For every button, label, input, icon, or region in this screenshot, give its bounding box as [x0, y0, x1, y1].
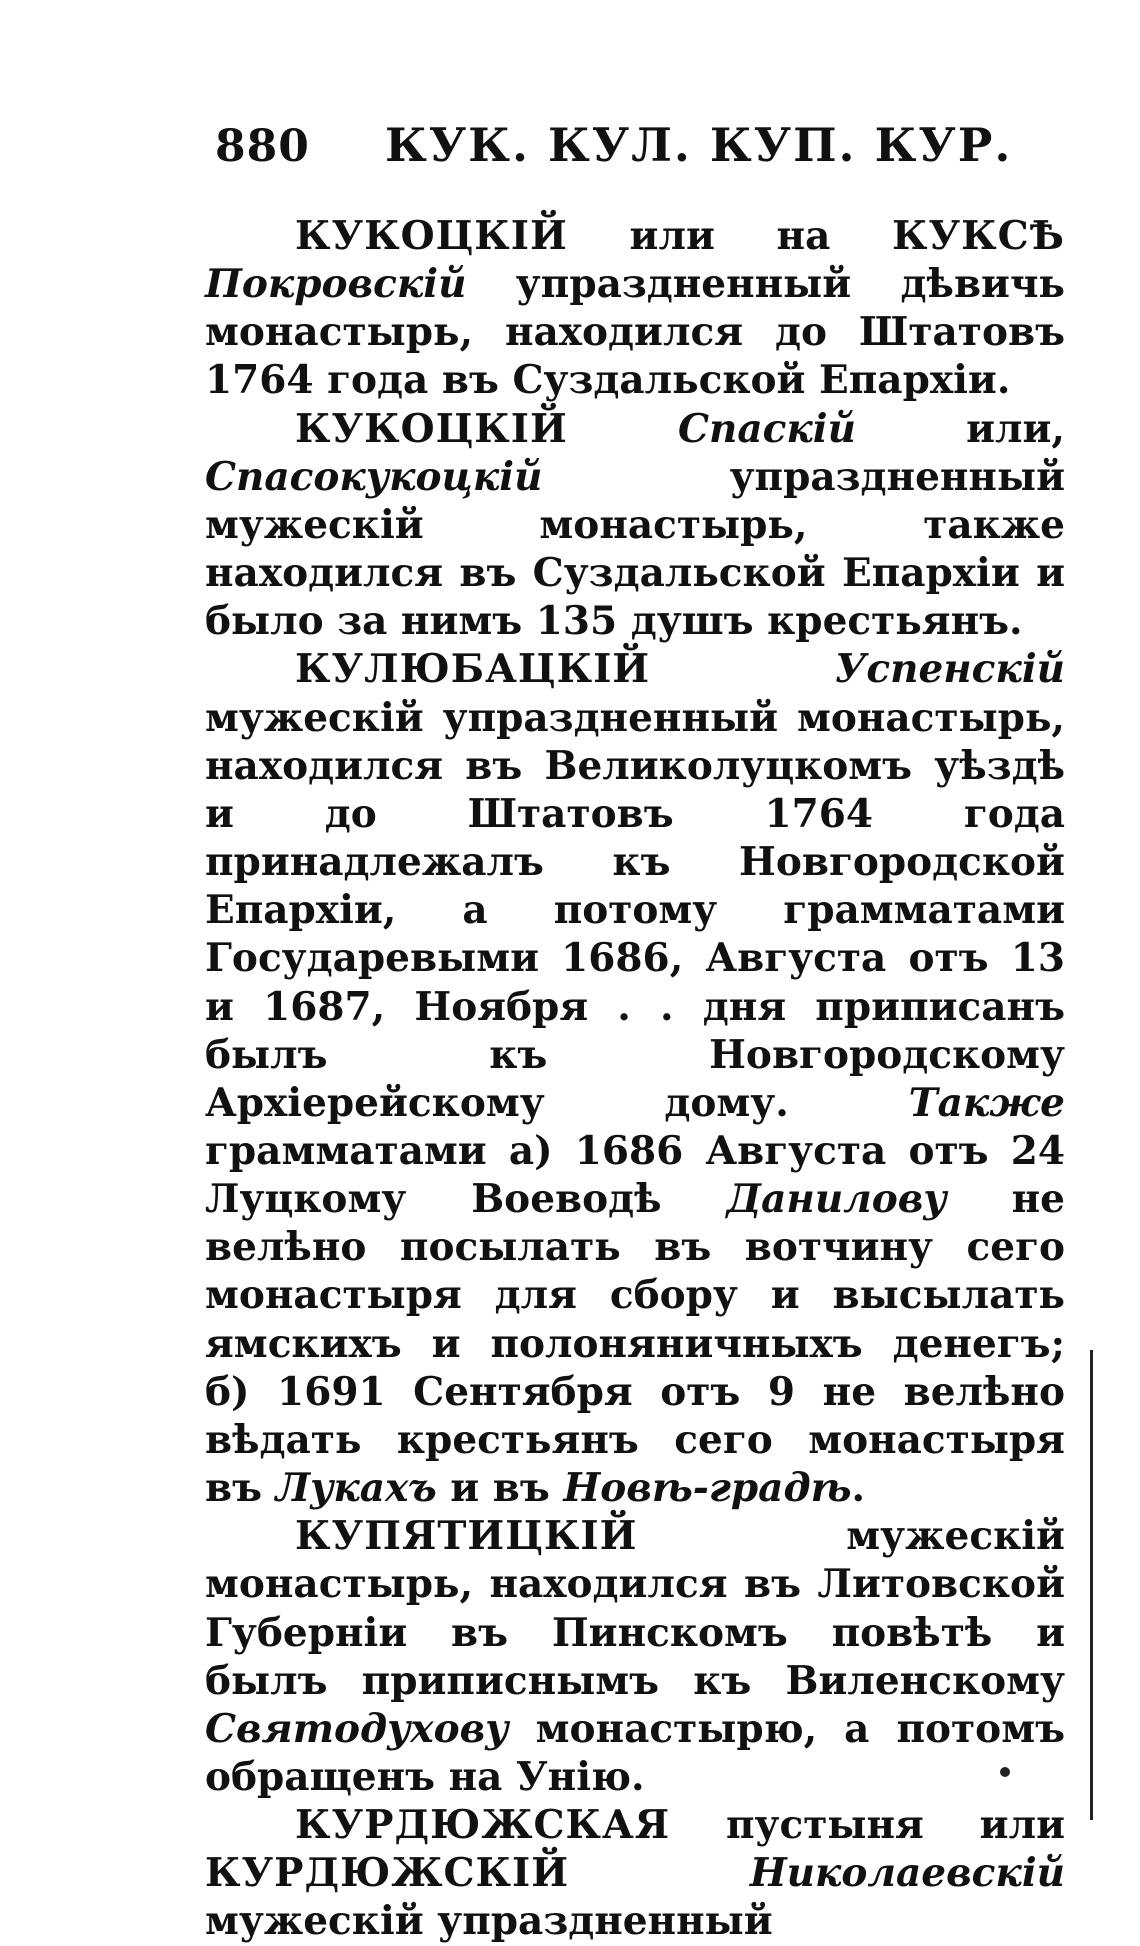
entry-kukotsky-pokrovsky: [205, 212, 1065, 405]
entry-text: или на: [629, 213, 893, 259]
headword: КУКОЦКІЙ: [295, 405, 568, 452]
headword-variant: КУКСѢ: [892, 213, 1065, 259]
entry-text: мужескій монастырь, находился въ Литовской Губерніи въ Пинскомъ повѣтѣ и былъ приписнымъ къ Виленскому: [205, 1513, 1065, 1704]
italic-name: Покровскій: [205, 261, 467, 308]
entry-text: не велѣно посылать въ вотчину сего монастыря для сбору и высылать ямскихъ и полоняничныхъ денегъ; б) 1691 Сентября отъ 9 не велѣно вѣдать крестьянъ сего монастыря въ: [205, 1176, 1065, 1512]
page-number: 880: [215, 121, 310, 172]
entry-text: мужескій упраздненный: [205, 1898, 773, 1945]
italic-name: Спаскій: [677, 405, 856, 452]
italic-name: Спасокукоцкій: [205, 453, 543, 500]
italic-name: Николаевскій: [749, 1850, 1065, 1897]
entry-kukotsky-spasky: [205, 405, 1065, 646]
italic-name: Данилову: [726, 1176, 947, 1223]
entry-text: упраздненный дѣвичь монастырь, находился до Штатовъ 1764 года въ Суздальской Епархіи.: [205, 261, 1065, 404]
entry-text: .: [851, 1465, 866, 1512]
entry-kulyubatsky: [205, 645, 1065, 1512]
italic-name: Лукахъ: [275, 1465, 437, 1512]
entry-text: и въ: [436, 1465, 564, 1512]
running-head: КУК. КУЛ. КУП. КУР.: [385, 118, 1013, 172]
entry-text: упраздненный мужескій монастырь, также находился въ Суздальской Епархіи и было за нимъ 135 душъ крестьянъ.: [205, 453, 1065, 645]
page-header: [215, 118, 1075, 178]
entry-kurdyuzhskaya: [205, 1801, 1065, 1945]
entry-text: пустыня или: [725, 1802, 1065, 1849]
entry-kupyatitsky: [205, 1512, 1065, 1801]
headword-variant: КУРДЮЖСКІЙ: [205, 1850, 570, 1897]
entry-text: грамматами а) 1686 Августа отъ 24 Луцкому Воеводѣ: [205, 1127, 1065, 1223]
entry-text: монастырю, а потомъ обращенъ на Унію.: [205, 1705, 1065, 1800]
article-body: [205, 212, 1065, 1946]
ink-dot: [1000, 1767, 1010, 1777]
entry-text: мужескій упраздненный монастырь, находился въ Великолуцкомъ уѣздѣ и до Штатовъ 1764 года принадлежалъ къ Новгородской Епархіи, а потому грамматами Государевыми 1686, Августа отъ 13 и 1687, Ноября . . дня приписанъ былъ къ Новгородскому Архіерейскому дому.: [205, 694, 1065, 1126]
italic-name: Святодухову: [205, 1705, 509, 1752]
headword: КУЛЮБАЦКІЙ: [295, 646, 651, 693]
headword: КУКОЦКІЙ: [295, 213, 568, 259]
italic-name: Новѣ-градѣ: [563, 1465, 852, 1512]
headword: КУРДЮЖСКАЯ: [295, 1802, 671, 1849]
italic-name: Успенскій: [834, 646, 1065, 693]
entry-text: [569, 1850, 750, 1896]
italic-name: Также: [908, 1079, 1065, 1126]
page-edge-rule: [1090, 1350, 1093, 1820]
headword: КУПЯТИЦКІЙ: [295, 1513, 638, 1560]
entry-text: или,: [855, 405, 1065, 452]
